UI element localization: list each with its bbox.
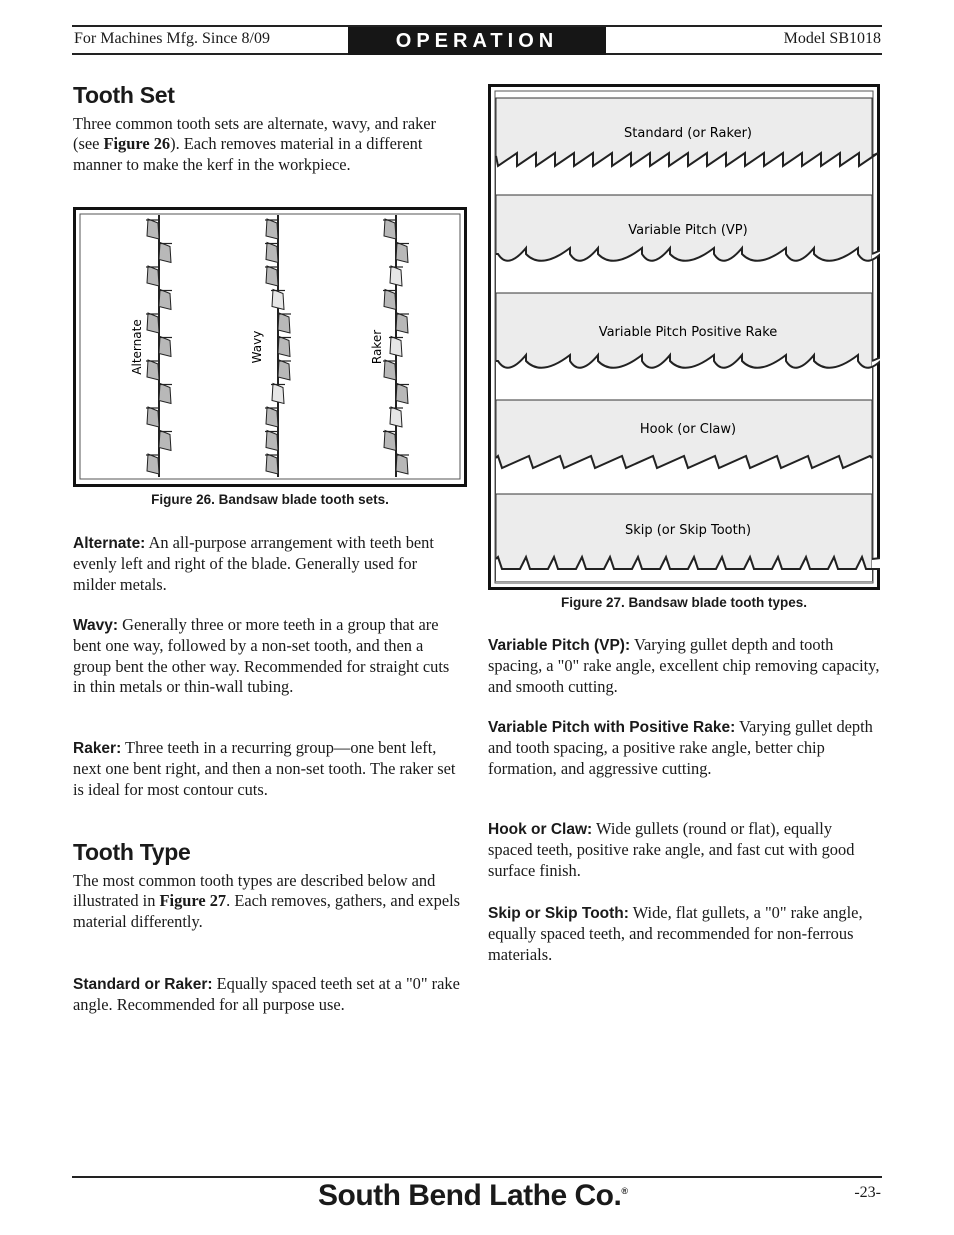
alternate-label: Alternate: [130, 319, 144, 375]
standard-type-label: Standard (or Raker): [624, 126, 752, 141]
vp-text: [488, 635, 880, 697]
alternate-lead: Alternate:: [73, 535, 146, 552]
standard-lead: Standard or Raker:: [73, 976, 213, 993]
alternate-text: [73, 533, 463, 595]
vp-positive-type-label: Variable Pitch Positive Rake: [598, 325, 778, 340]
tooth-type-intro-text: [73, 871, 463, 932]
skip-lead: Skip or Skip Tooth:: [488, 905, 629, 922]
vp-positive-lead: Variable Pitch with Positive Rake:: [488, 719, 736, 736]
tooth-set-intro-text: [73, 114, 463, 175]
raker-body: Three teeth in a recurring group—one bent left, next one bent right, and then a non-set tooth. The raker set is ideal for most contour cuts.: [73, 738, 456, 799]
alternate-paragraph: [73, 533, 463, 595]
page-number: -23-: [854, 1184, 881, 1201]
standard-text: [73, 974, 463, 1016]
vp-positive-text: [488, 717, 880, 779]
vp-paragraph: [488, 635, 880, 697]
figure-27-tooth-types: [488, 84, 880, 590]
wavy-body: Generally three or more teeth in a group that are bent one way, followed by a non-set tooth, and then a group bent the other way. Recommended for straight cuts in thin metals or thin-wall tubing.: [73, 615, 450, 697]
wavy-paragraph: [73, 615, 463, 698]
brand-logo: [318, 1179, 627, 1213]
vp-body: Varying gullet depth and tooth spacing, a "0" rake angle, excellent chip removing capacity, and smooth cutting.: [488, 635, 880, 696]
tooth-set-intro: [73, 114, 463, 175]
standard-paragraph: [73, 974, 463, 1016]
brand-text: South Bend Lathe Co.: [318, 1179, 622, 1212]
tooth-set-heading-block: [73, 82, 463, 109]
wavy-text: [73, 615, 463, 698]
figure-26-ref: Figure 26: [103, 134, 171, 154]
vp-type-label: Variable Pitch (VP): [628, 223, 748, 238]
alternate-body: An all-purpose arrangement with teeth bent evenly left and right of the blade. Generally used for milder metals.: [73, 533, 434, 594]
figure-27-caption: Figure 27. Bandsaw blade tooth types.: [560, 595, 808, 610]
vp-positive-body: Varying gullet depth and tooth spacing, a positive rake angle, better chip formation, and aggressive cutting.: [488, 717, 873, 778]
raker-label: Raker: [370, 329, 384, 365]
footer-rule: [72, 1176, 882, 1178]
hook-paragraph: [488, 819, 880, 881]
figure-26-caption: Figure 26. Bandsaw blade tooth sets.: [151, 492, 389, 507]
intro-part-a: Three common tooth sets are alternate, wavy, and raker (see: [73, 114, 437, 154]
tooth-type-heading: Tooth Type: [73, 839, 191, 865]
tooth-type-intro: [73, 871, 463, 932]
wavy-lead: Wavy:: [73, 617, 119, 634]
header-machine-date: For Machines Mfg. Since 8/09: [74, 30, 270, 47]
header-model: Model SB1018: [783, 30, 881, 47]
tt-intro-part-b: . Each removes, gathers, and expels material differently.: [73, 891, 461, 931]
standard-body: Equally spaced teeth set at a "0" rake angle. Recommended for all purpose use.: [73, 974, 460, 1015]
raker-text: [73, 738, 463, 800]
figure-26-tooth-sets: [73, 207, 467, 487]
wavy-label: Wavy: [250, 330, 264, 364]
hook-text: [488, 819, 880, 881]
skip-paragraph: [488, 903, 880, 965]
intro-part-b: ). Each removes material in a different manner to make the kerf in the workpiece.: [73, 134, 423, 174]
section-badge: OPERATION: [348, 27, 606, 55]
raker-lead: Raker:: [73, 740, 122, 757]
hook-lead: Hook or Claw:: [488, 821, 593, 838]
figure-27-ref: Figure 27: [159, 891, 227, 911]
skip-text: [488, 903, 880, 965]
hook-type-label: Hook (or Claw): [639, 422, 737, 437]
vp-lead: Variable Pitch (VP):: [488, 637, 631, 654]
registered-mark: ®: [621, 1186, 628, 1196]
tooth-set-heading: Tooth Set: [73, 82, 175, 108]
tt-intro-part-a: The most common tooth types are described below and illustrated in: [73, 871, 436, 911]
skip-type-label: Skip (or Skip Tooth): [624, 523, 752, 538]
vp-positive-paragraph: [488, 717, 880, 779]
raker-paragraph: [73, 738, 463, 800]
tooth-type-heading-block: [73, 839, 463, 866]
hook-body: Wide gullets (round or flat), equally spaced teeth, positive rake angle, and fast cut with good surface finish.: [488, 819, 855, 880]
skip-body: Wide, flat gullets, a "0" rake angle, equally spaced teeth, and recommended for non-ferrous materials.: [488, 903, 863, 964]
